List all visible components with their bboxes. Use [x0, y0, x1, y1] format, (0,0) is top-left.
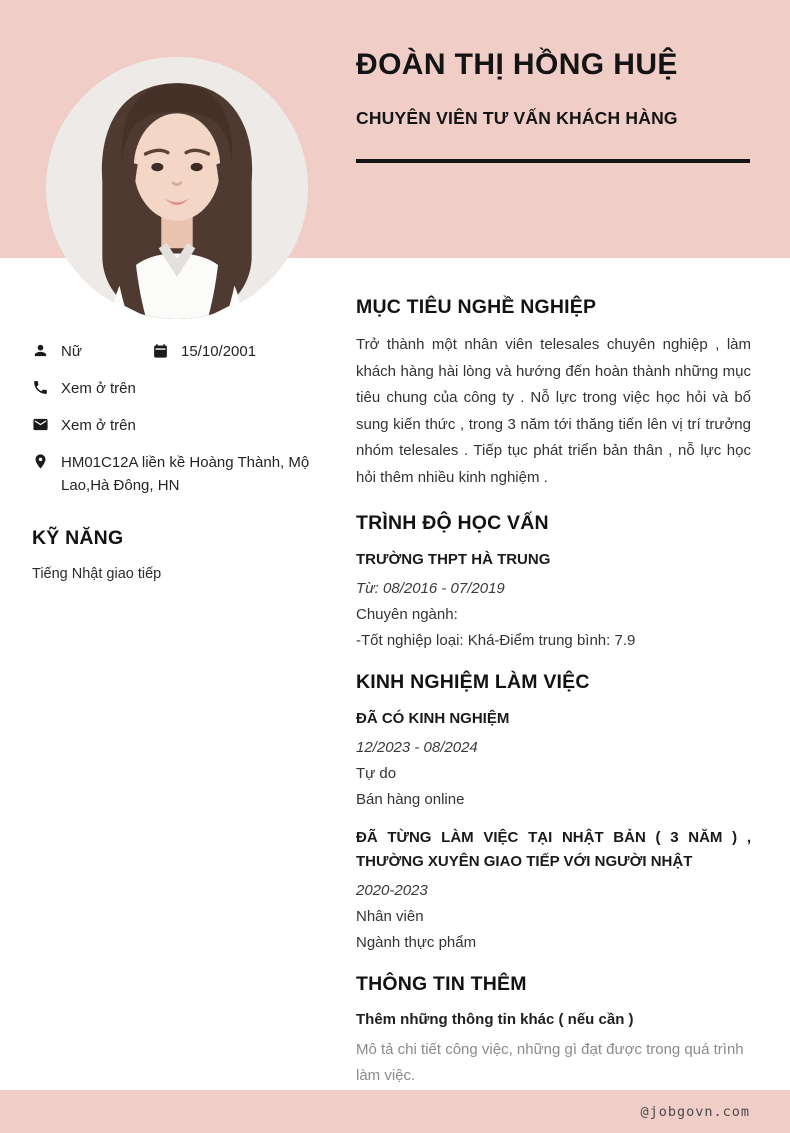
header-divider [356, 159, 750, 163]
contact-dob [152, 340, 256, 363]
calendar-icon [152, 342, 169, 359]
profile-photo-illustration [46, 57, 308, 319]
additional-info-heading: THÔNG TIN THÊM [356, 973, 527, 995]
experience-entry-role: Bán hàng online [356, 791, 465, 808]
skill-item: Tiếng Nhật giao tiếp [32, 566, 162, 582]
education-school: TRƯỜNG THPT HÀ TRUNG [356, 551, 551, 568]
dob-value: 15/10/2001 [181, 343, 257, 360]
sidebar [32, 340, 334, 582]
contact-gender [32, 340, 152, 363]
experience-entry-company: Tự do [356, 765, 397, 782]
candidate-job-title: CHUYÊN VIÊN TƯ VẤN KHÁCH HÀNG [356, 108, 678, 128]
header-block [356, 48, 751, 163]
education-major: Chuyên ngành: [356, 606, 458, 623]
additional-info-note: Mô tả chi tiết công việc, những gì đạt được trong quá trình làm việc. [356, 1041, 744, 1084]
additional-info-subheading: Thêm những thông tin khác ( nếu cần ) [356, 1011, 634, 1028]
experience-entry-period: 2020-2023 [356, 882, 428, 899]
contact-row-gender-dob [32, 340, 334, 363]
section-additional-info [356, 973, 751, 1089]
main-content [356, 296, 751, 1089]
experience-entry [356, 707, 751, 809]
person-icon [32, 342, 49, 359]
phone-value: Xem ở trên [61, 380, 136, 397]
location-icon [32, 453, 49, 470]
phone-icon [32, 379, 49, 396]
candidate-name: ĐOÀN THỊ HỒNG HUỆ [356, 48, 678, 81]
contact-row-email [32, 414, 334, 437]
section-objective [356, 296, 751, 491]
experience-entry-title: ĐÃ TỪNG LÀM VIỆC TẠI NHẬT BẢN ( 3 NĂM ) , THƯỜNG XUYÊN GIAO TIẾP VỚI NGƯỜI NHẬT [356, 829, 751, 870]
objective-text: Trở thành một nhân viên telesales chuyên nghiệp , làm khách hàng hài lòng và hướng đến hoàn thành những mục tiêu chung của công ty . Nỗ lực trong việc học hỏi và bổ sung kiến thức , trong 3 năm tới thăng tiến lên vị trí trưởng nhóm telesales . Tiếp tục phát triển bản thân , nỗ lực học hỏi thêm nhiều kinh nghiệm . [356, 336, 751, 486]
skills-heading: KỸ NĂNG [32, 527, 124, 549]
contact-row-address [32, 451, 334, 497]
email-value: Xem ở trên [61, 417, 136, 434]
section-experience [356, 671, 751, 952]
experience-entry-title: ĐÃ CÓ KINH NGHIỆM [356, 710, 510, 727]
address-value: HM01C12A liền kề Hoàng Thành, Mộ Lao,Hà Đông, HN [61, 454, 310, 494]
experience-entry-role: Ngành thực phẩm [356, 934, 477, 951]
education-grade: -Tốt nghiệp loại: Khá-Điểm trung bình: 7.9 [356, 632, 636, 649]
footer-credit: @jobgovn.com [640, 1103, 750, 1120]
email-icon [32, 416, 49, 433]
profile-photo [46, 57, 308, 319]
contact-row-phone [32, 377, 334, 400]
gender-value: Nữ [61, 343, 82, 360]
experience-entry-company: Nhân viên [356, 908, 424, 925]
section-education [356, 512, 751, 650]
experience-entry [356, 826, 751, 952]
objective-heading: MỤC TIÊU NGHỀ NGHIỆP [356, 296, 597, 318]
footer-band [0, 1090, 790, 1133]
experience-heading: KINH NGHIỆM LÀM VIỆC [356, 671, 590, 693]
experience-entry-period: 12/2023 - 08/2024 [356, 739, 478, 756]
education-heading: TRÌNH ĐỘ HỌC VẤN [356, 512, 549, 534]
education-period: Từ: 08/2016 - 07/2019 [356, 580, 505, 597]
